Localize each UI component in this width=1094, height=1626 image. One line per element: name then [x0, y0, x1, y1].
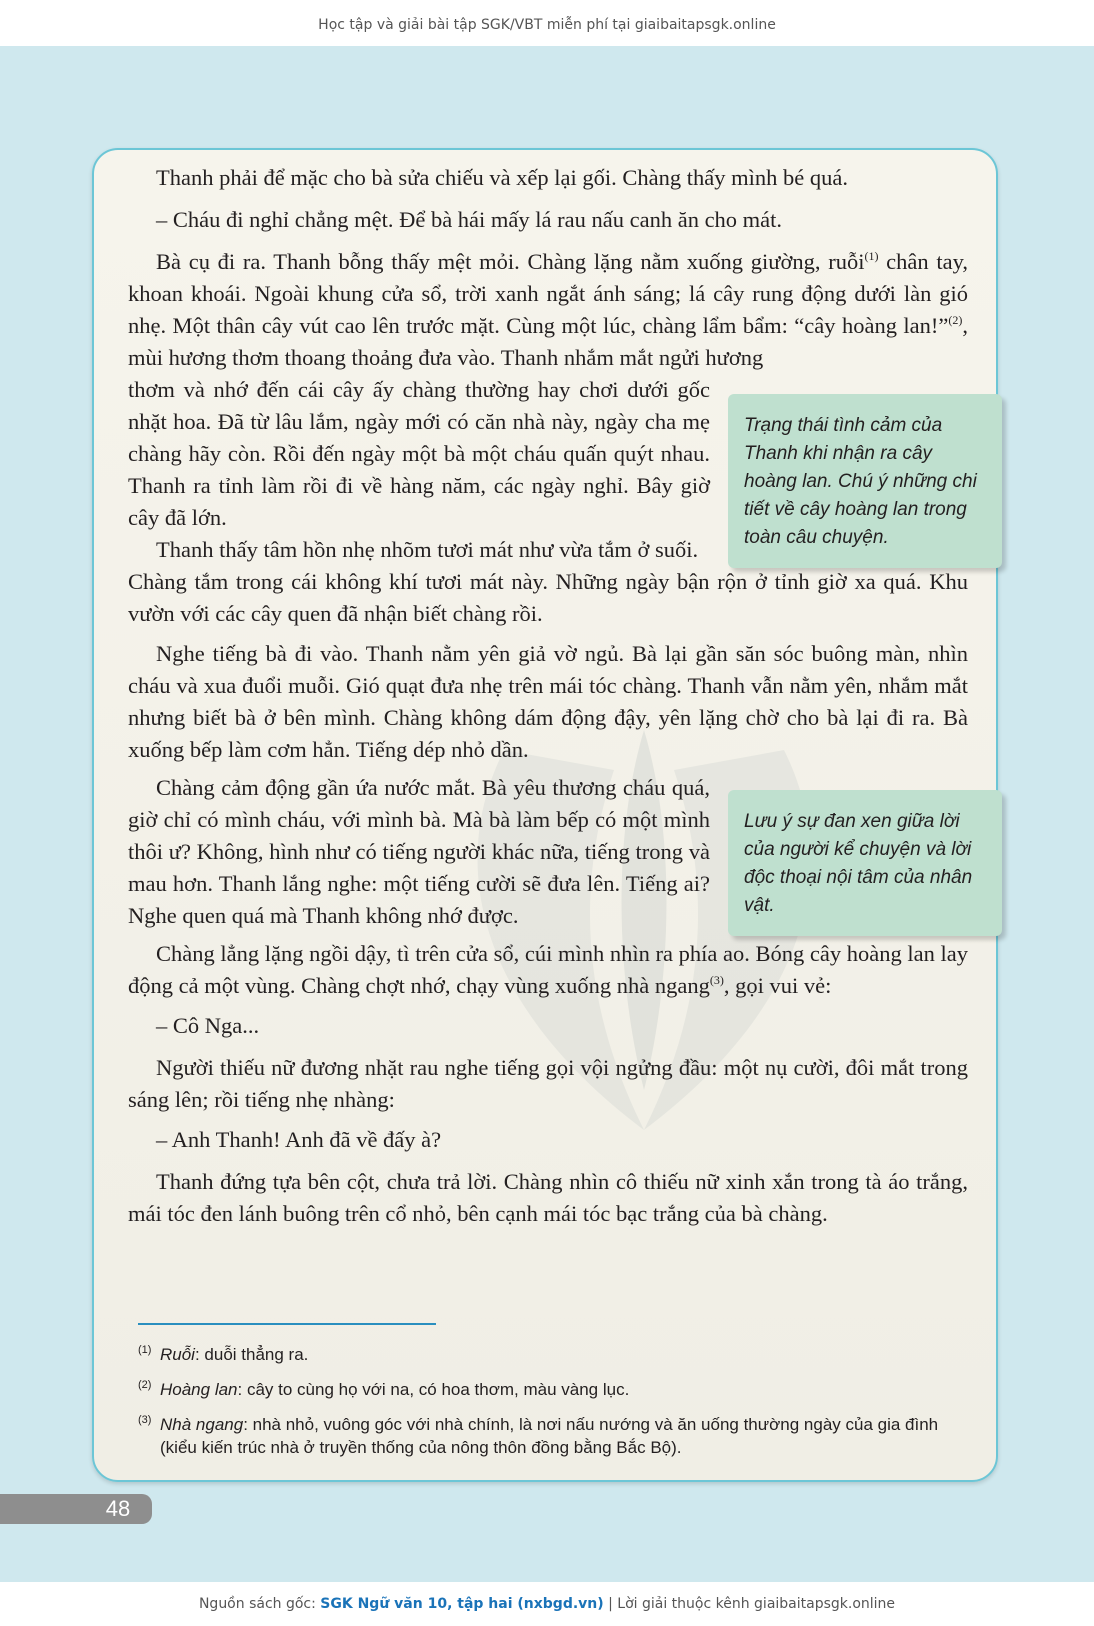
text-run: Bà cụ đi ra. Thanh bỗng thấy mệt mỏi. Chàng lặng nằm xuống giường, ruỗi: [156, 249, 865, 274]
footer-suffix: | Lời giải thuộc kênh giaibaitapsgk.online: [603, 1596, 896, 1612]
footnote-term: Hoàng lan: [160, 1380, 238, 1399]
paragraph: [128, 938, 968, 1002]
margin-note-1: Trạng thái tình cảm của Thanh khi nhận ra cây hoàng lan. Chú ý những chi tiết về cây hoàng lan trong toàn câu chuyện.: [728, 394, 1002, 568]
paragraph: – Cô Nga...: [156, 1013, 260, 1038]
paragraph: Người thiếu nữ đương nhặt rau nghe tiếng gọi vội ngửng đầu: một nụ cười, đôi mắt trong sáng lên; rồi tiếng nhẹ nhàng:: [128, 1055, 968, 1112]
margin-note-2: Lưu ý sự đan xen giữa lời của người kể chuyện và lời độc thoại nội tâm của nhân vật.: [728, 790, 1002, 936]
paragraph: Chàng tắm trong cái không khí tươi mát này. Những ngày bận rộn ở tỉnh giờ xa quá. Khu vườn với các cây quen đã nhận biết chàng rồi.: [128, 569, 968, 626]
text-run: , gọi vui vẻ:: [723, 973, 832, 998]
footnote-number: (3): [138, 1414, 152, 1426]
footnote-definition: : duỗi thẳng ra.: [194, 1345, 309, 1364]
paragraph: Nghe tiếng bà đi vào. Thanh nằm yên giả vờ ngủ. Bà lại gần săn sóc buông màn, nhìn cháu và xua đuổi muỗi. Gió quạt đưa nhẹ trên mái tóc chàng. Thanh vẫn nằm yên, nhắm mắt nhưng biết bà ở bên mình. Chàng không dám động đậy, yên lặng chờ cho bà lại đi ra. Bà xuống bếp làm cơm hẳn. Tiếng dép nhỏ dần.: [128, 641, 968, 762]
footnote-item: [138, 1378, 968, 1401]
text-run: chân tay, khoan khoái. Ngoài khung cửa sổ, trời xanh ngắt ánh sáng; lá cây rung động dưới làn gió nhẹ. Một thân cây vút cao lên trước mặt. Cùng một lúc, chàng lẩm bẩm: “cây hoàng lan!”: [128, 249, 969, 338]
footnote-definition: : cây to cùng họ với na, có hoa thơm, màu vàng lục.: [237, 1380, 630, 1399]
paragraph: Chàng cảm động gần ứa nước mắt. Bà yêu thương cháu quá, giờ chỉ có mình cháu, với mình bà. Mà bà làm bếp có một mình thôi ư? Không, hình như có tiếng người khác nữa, tiếng trong và mau hơn. Thanh lắng nghe: một tiếng cười sẽ đưa lên. Tiếng ai? Nghe quen quá mà Thanh không nhớ được.: [128, 775, 710, 928]
footnote-ref: (3): [709, 973, 724, 987]
text-run: Chàng lẳng lặng ngồi dậy, tì trên cửa sổ, cúi mình nhìn ra phía ao. Bóng cây hoàng lan lay động cả một vùng. Chàng chợt nhớ, chạy vùng xuống nhà ngang: [128, 941, 968, 998]
page-number: 48: [105, 1496, 131, 1521]
source-link[interactable]: SGK Ngữ văn 10, tập hai (nxbgd.vn): [320, 1596, 604, 1612]
footer-prefix: Nguồn sách gốc:: [198, 1596, 321, 1612]
footnote-ref: (1): [864, 249, 879, 263]
footnote-divider: [138, 1323, 436, 1325]
paragraph: Thanh đứng tựa bên cột, chưa trả lời. Chàng nhìn cô thiếu nữ xinh xắn trong tà áo trắng, mái tóc đen lánh buông trên cổ nhỏ, bên cạnh mái tóc bạc trắng của bà chàng.: [128, 1169, 968, 1226]
paragraph: Thanh phải để mặc cho bà sửa chiếu và xếp lại gối. Chàng thấy mình bé quá.: [156, 165, 848, 190]
paragraph: thơm và nhớ đến cái cây ấy chàng thường hay chơi dưới gốc nhặt hoa. Đã từ lâu lắm, ngày mới có căn nhà này, ngày cha mẹ chàng hãy còn. Rồi đến ngày một bà một cháu quấn quýt nhau. Thanh ra tỉnh làm rồi đi về hàng năm, các ngày nghỉ. Bây giờ cây đã lớn.: [128, 377, 710, 530]
footnote-item: [138, 1413, 968, 1459]
footnote-term: Nhà ngang: [160, 1415, 244, 1434]
text-run: , mùi hương thơm thoang thoảng đưa vào. Thanh nhắm mắt ngửi hương: [128, 313, 968, 370]
paragraph: – Anh Thanh! Anh đã về đấy à?: [156, 1127, 442, 1152]
footnote-ref: (2): [948, 313, 963, 327]
paragraph: – Cháu đi nghỉ chẳng mệt. Để bà hái mấy lá rau nấu canh ăn cho mát.: [156, 207, 783, 232]
footnote-item: [138, 1343, 968, 1366]
footnote-number: (2): [138, 1379, 152, 1391]
site-header: Học tập và giải bài tập SGK/VBT miễn phí tại giaibaitapsgk.online: [0, 0, 1094, 46]
footnote-number: (1): [138, 1344, 152, 1356]
footnote-term: Ruỗi: [160, 1345, 195, 1364]
footnote-definition: : nhà nhỏ, vuông góc với nhà chính, là nơi nấu nướng và ăn uống thường ngày của gia đình (kiểu kiến trúc nhà ở truyền thống của nông thôn đồng bằng Bắc Bộ).: [160, 1415, 939, 1457]
paragraph: [128, 246, 968, 374]
paragraph: Thanh thấy tâm hồn nhẹ nhõm tươi mát như vừa tắm ở suối.: [156, 537, 699, 562]
site-footer: [0, 1582, 1094, 1626]
